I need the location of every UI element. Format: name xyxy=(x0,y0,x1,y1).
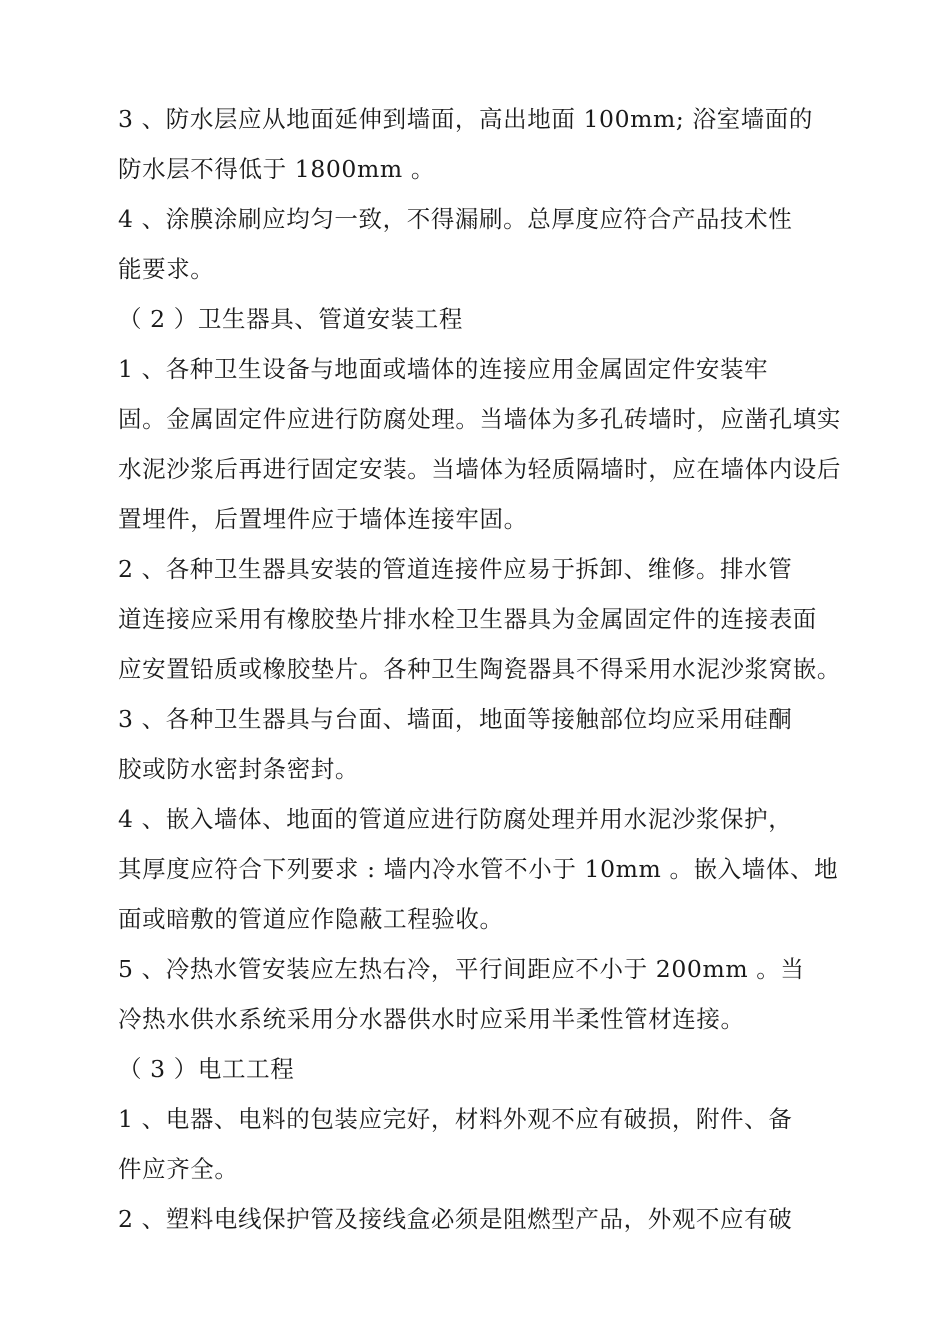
text-line: 能要求。 xyxy=(118,255,215,283)
text-line: 3 、各种卫生器具与台面、墙面，地面等接触部位均应采用硅酮 xyxy=(118,705,793,733)
text-line: 4 、嵌入墙体、地面的管道应进行防腐处理并用水泥沙浆保护， xyxy=(118,805,793,833)
text-line: 其厚度应符合下列要求 : 墙内冷水管不小于 10mm 。嵌入墙体、地 xyxy=(118,855,839,883)
text-line: 3 、防水层应从地面延伸到墙面，高出地面 100mm; 浴室墙面的 xyxy=(118,105,813,133)
text-line: 置埋件，后置埋件应于墙体连接牢固。 xyxy=(118,505,528,533)
section-heading: （ 2 ）卫生器具、管道安装工程 xyxy=(118,305,463,333)
text-line: 面或暗敷的管道应作隐蔽工程验收。 xyxy=(118,905,504,933)
text-line: 应安置铅质或橡胶垫片。各种卫生陶瓷器具不得采用水泥沙浆窝嵌。 xyxy=(118,655,841,683)
text-line: 道连接应采用有橡胶垫片排水栓卫生器具为金属固定件的连接表面 xyxy=(118,605,817,633)
text-line: 胶或防水密封条密封。 xyxy=(118,755,359,783)
text-line: 防水层不得低于 1800mm 。 xyxy=(118,155,435,183)
text-line: 1 、各种卫生设备与地面或墙体的连接应用金属固定件安装牢 xyxy=(118,355,769,383)
text-line: 4 、涂膜涂刷应均匀一致，不得漏刷。总厚度应符合产品技术性 xyxy=(118,205,793,233)
text-line: 5 、冷热水管安装应左热右冷，平行间距应不小于 200mm 。当 xyxy=(118,955,805,983)
text-line: 件应齐全。 xyxy=(118,1155,239,1183)
section-heading: （ 3 ）电工工程 xyxy=(118,1055,295,1083)
text-line: 2 、各种卫生器具安装的管道连接件应易于拆卸、维修。排水管 xyxy=(118,555,793,583)
text-line: 冷热水供水系统采用分水器供水时应采用半柔性管材连接。 xyxy=(118,1005,745,1033)
text-line: 固。金属固定件应进行防腐处理。当墙体为多孔砖墙时，应凿孔填实 xyxy=(118,405,841,433)
text-line: 水泥沙浆后再进行固定安装。当墙体为轻质隔墙时，应在墙体内设后 xyxy=(118,455,841,483)
text-line: 1 、电器、电料的包装应完好，材料外观不应有破损，附件、备 xyxy=(118,1105,793,1133)
text-line: 2 、塑料电线保护管及接线盒必须是阻燃型产品，外观不应有破 xyxy=(118,1205,793,1233)
